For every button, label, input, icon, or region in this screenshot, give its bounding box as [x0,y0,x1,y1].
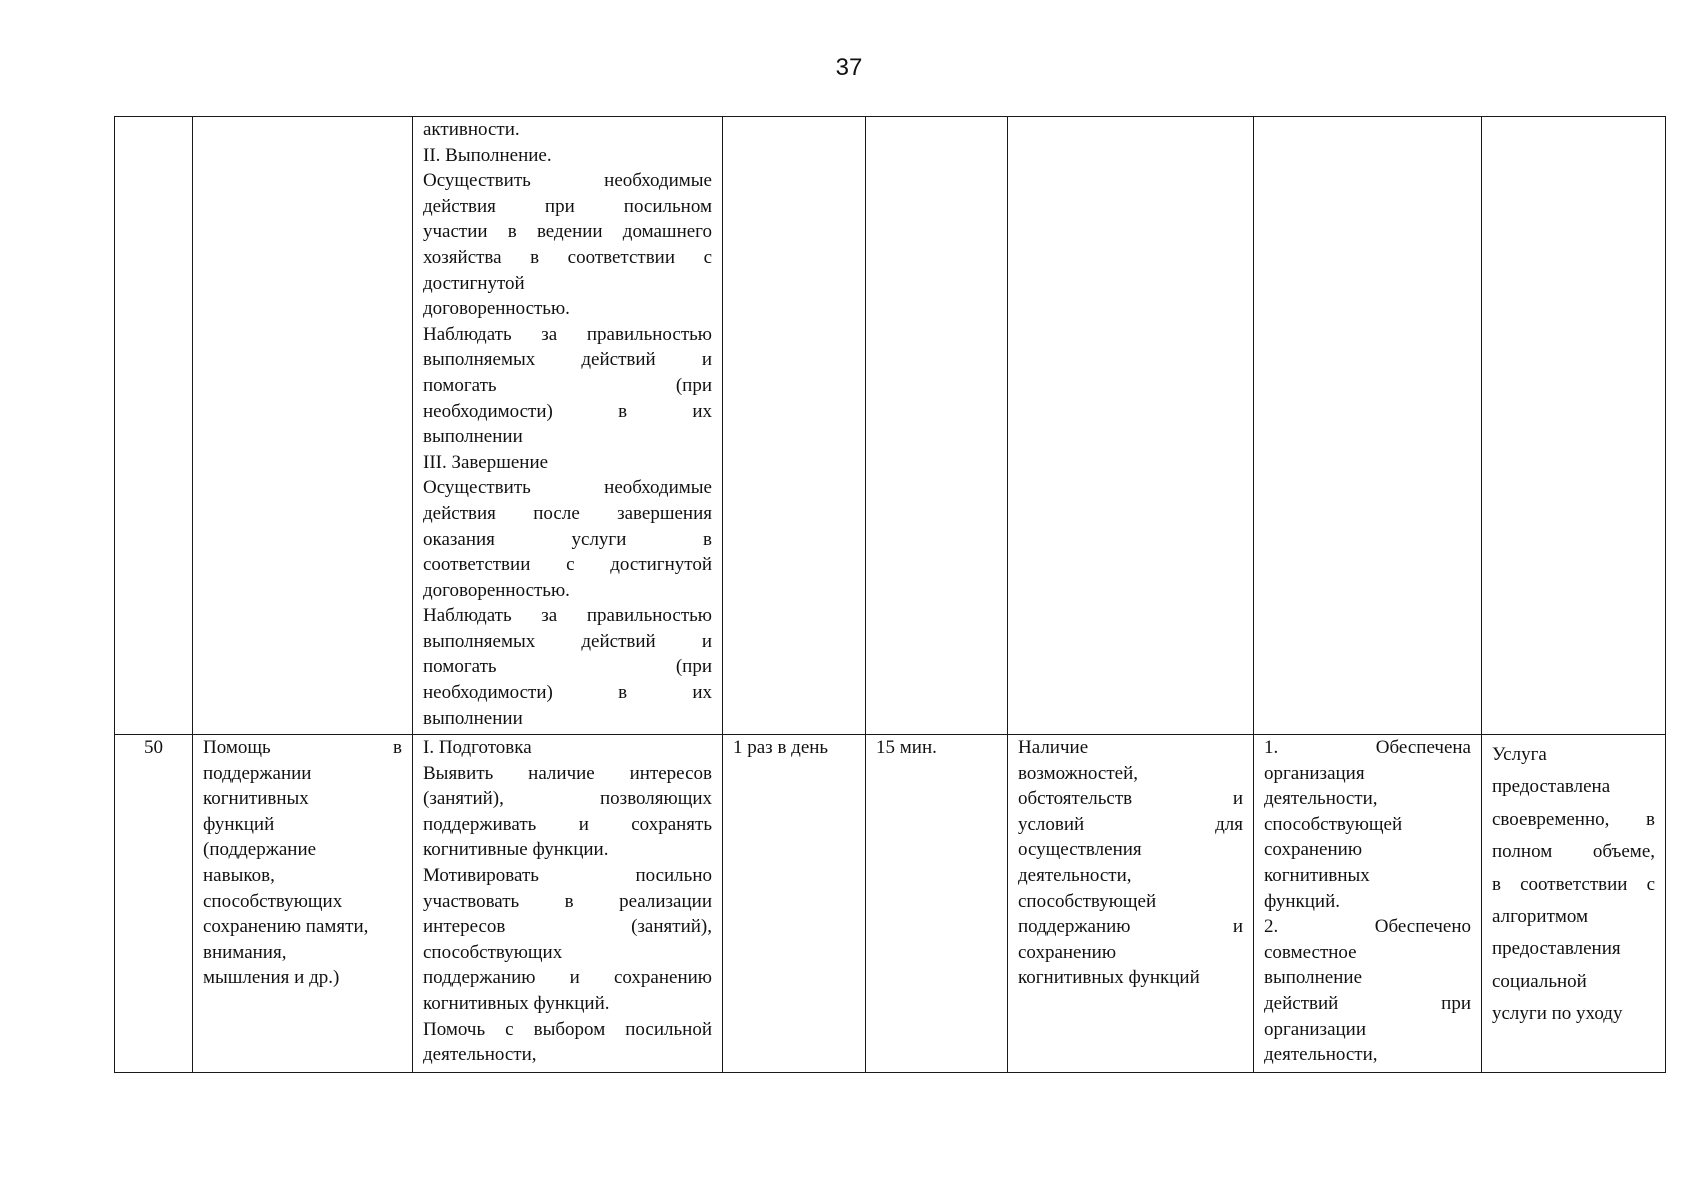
text-line: когнитивных [1264,864,1370,886]
cell-duration-empty [866,117,1008,735]
cell-duration [866,735,1008,1073]
text-line: выполняемых действий и [423,349,712,371]
text-line: способствующей [1264,813,1403,835]
cell-frequency-empty [723,117,866,735]
cell-conditions-empty [1008,117,1254,735]
text-line: услуги по уходу [1492,1003,1623,1025]
text-line: внимания, [203,941,287,963]
text-line: (поддержание [203,839,317,861]
text-line: помогать (при [423,656,712,678]
text-line: навыков, [203,864,275,886]
text-line: активности. [423,119,520,140]
text-line: необходимости) в их [423,400,712,422]
cell-indicators [1254,735,1482,1073]
text-line: деятельности, [1018,864,1132,886]
text-line: деятельности, [423,1044,537,1066]
text-line: когнитивных функций [1018,967,1200,989]
services-table [114,116,1666,1073]
cell-result [1482,735,1666,1073]
text-line: Услуга [1492,744,1547,765]
cell-indicators-empty [1254,117,1482,735]
text-line: хозяйства в соответствии с [423,246,712,268]
text-line: полном объеме, [1492,841,1655,863]
text-line: осуществления [1018,839,1142,861]
text-line: помогать (при [423,374,712,396]
text-line: когнитивных функций. [423,992,610,1014]
text-line: поддержании [203,762,312,784]
text-line: Наблюдать за правильностью [423,605,712,627]
duration-text: 15 мин. [876,737,937,758]
text-line: Наблюдать за правильностью [423,323,712,345]
text-line: участвовать в реализации [423,890,712,912]
text-line: своевременно, в [1492,808,1655,830]
procedure-text [423,117,712,731]
result-text [1492,739,1655,1031]
text-line: III. Завершение [423,451,549,473]
text-line: участии в ведении домашнего [423,221,712,243]
row-number: 50 [144,737,163,758]
text-line: мышления и др.) [203,967,340,989]
text-line: 2. Обеспечено [1264,916,1471,938]
page-number: 37 [835,54,863,81]
cell-conditions [1008,735,1254,1073]
text-line: условий для [1018,813,1243,835]
cell-number-empty [115,117,193,735]
text-line: Наличие [1018,737,1089,758]
text-line: необходимости) в их [423,682,712,704]
indicators-text [1264,735,1471,1068]
cell-procedure [413,735,723,1073]
cell-procedure-continued [413,117,723,735]
text-line: действия после завершения [423,502,712,524]
text-line: организации [1264,1018,1367,1040]
text-line: интересов (занятий), [423,916,712,938]
text-line: совместное [1264,941,1357,963]
text-line: в соответствии с [1492,873,1655,895]
text-line: 1. Обеспечена [1264,737,1471,758]
text-line: способствующих [203,890,343,912]
text-line: договоренностью. [423,298,570,320]
cell-result-empty [1482,117,1666,735]
text-line: функций [203,813,275,835]
text-line: выполнении [423,426,523,448]
cell-name-empty [193,117,413,735]
service-name-text [203,735,402,991]
text-line: действий при [1264,992,1471,1014]
text-line: достигнутой [423,272,525,294]
text-line: способствующих [423,941,563,963]
text-line: поддержанию и сохранению [423,967,712,989]
text-line: способствующей [1018,890,1157,912]
text-line: когнитивных [203,788,309,810]
text-line: договоренностью. [423,579,570,601]
text-line: поддержанию и [1018,916,1243,938]
text-line: оказания услуги в [423,528,712,550]
text-line: Помочь с выбором посильной [423,1018,712,1040]
text-line: II. Выполнение. [423,144,552,166]
cell-number [115,735,193,1073]
procedure-text [423,735,712,1068]
text-line: Помощь в [203,737,402,758]
text-line: сохранению [1264,839,1363,861]
table-row-50 [115,735,1666,1073]
text-line: предоставления [1492,938,1621,960]
text-line: деятельности, [1264,1044,1378,1066]
text-line: предоставлена [1492,776,1611,798]
table-row-continuation [115,117,1666,735]
text-line: выполнении [423,707,523,729]
text-line: социальной [1492,970,1587,992]
text-line: сохранению [1018,941,1117,963]
text-line: сохранению памяти, [203,916,369,938]
text-line: поддерживать и сохранять [423,813,712,835]
text-line: возможностей, [1018,762,1138,784]
text-line: Выявить наличие интересов [423,762,712,784]
text-line: I. Подготовка [423,737,532,758]
text-line: соответствии с достигнутой [423,554,712,576]
text-line: выполнение [1264,967,1363,989]
cell-service-name [193,735,413,1073]
text-line: деятельности, [1264,788,1378,810]
text-line: (занятий), позволяющих [423,788,712,810]
text-line: Осуществить необходимые [423,477,712,499]
text-line: действия при посильном [423,195,712,217]
frequency-text: 1 раз в день [733,737,829,758]
text-line: функций. [1264,890,1340,912]
text-line: когнитивные функции. [423,839,609,861]
text-line: выполняемых действий и [423,630,712,652]
text-line: алгоритмом [1492,906,1589,928]
conditions-text [1018,735,1243,991]
text-line: организация [1264,762,1365,784]
text-line: Осуществить необходимые [423,170,712,192]
text-line: обстоятельств и [1018,788,1243,810]
text-line: Мотивировать посильно [423,864,712,886]
cell-frequency [723,735,866,1073]
